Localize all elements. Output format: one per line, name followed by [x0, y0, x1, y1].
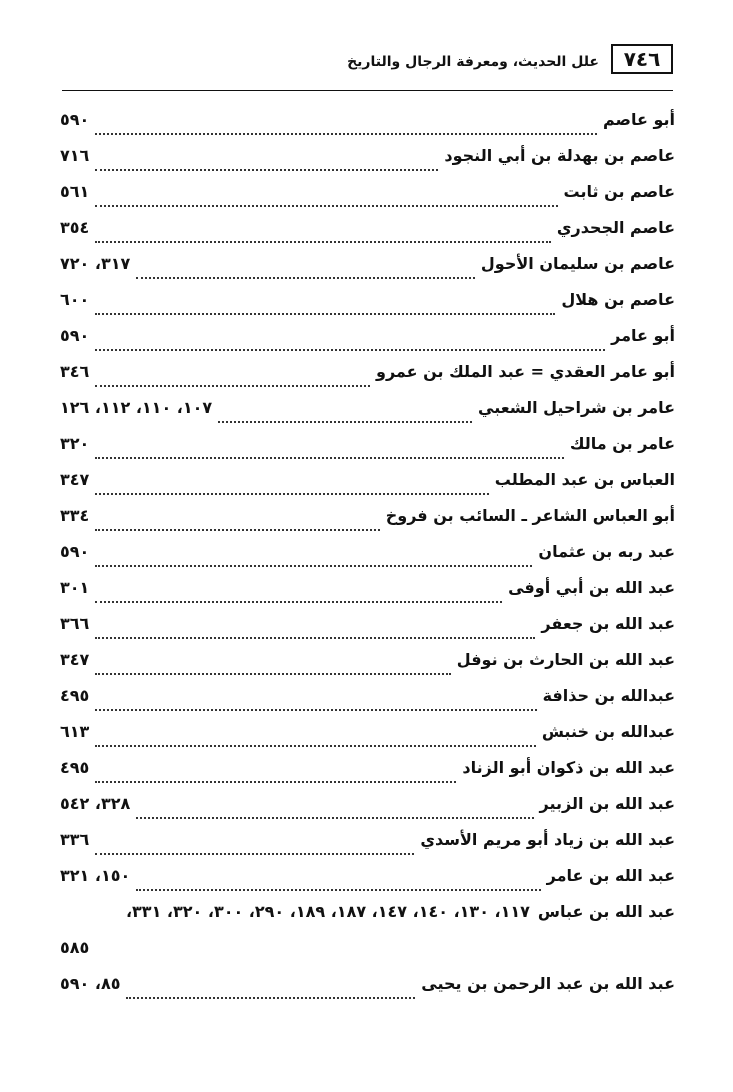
- dot-leader: [95, 493, 488, 495]
- entry-pages: ٣٤٧: [60, 650, 90, 669]
- entry-pages: ٤٩٥: [60, 686, 90, 705]
- index-entry: [60, 722, 675, 758]
- dot-leader: [95, 745, 536, 747]
- index-entry: [60, 614, 675, 650]
- wrapped-line-2: [60, 938, 675, 974]
- dot-leader: [95, 529, 379, 531]
- dot-leader: [136, 277, 475, 279]
- running-title: علل الحديث، ومعرفة الرجال والتاريخ: [347, 54, 599, 70]
- dot-leader: [136, 889, 540, 891]
- entry-pages: ٣٣٦: [60, 830, 90, 849]
- index-entry: [60, 758, 675, 794]
- entry-pages: ٥٩٠: [60, 326, 90, 345]
- entry-pages: ٦١٣: [60, 722, 90, 741]
- dot-leader: [95, 673, 450, 675]
- entry-name: أبو عامر: [611, 326, 675, 345]
- dot-leader: [95, 169, 438, 171]
- entry-pages: ٣٦٦: [60, 614, 90, 633]
- entry-pages: ٣٢٨، ٥٤٢: [60, 794, 131, 813]
- dot-leader: [95, 205, 557, 207]
- entry-name: عاصم بن بهدلة بن أبي النجود: [444, 146, 675, 165]
- entry-pages: ٣٥٤: [60, 218, 90, 237]
- entry-pages: ٥٩٠: [60, 542, 90, 561]
- dot-leader: [136, 817, 533, 819]
- index-entry: [60, 290, 675, 326]
- dot-leader: [95, 133, 597, 135]
- entry-name: عبدالله بن حذافة: [542, 686, 675, 705]
- index-entry: [60, 686, 675, 722]
- index-entry: [60, 434, 675, 470]
- dot-leader: [95, 601, 502, 603]
- dot-leader: [95, 241, 551, 243]
- entry-pages: ٣٤٦: [60, 362, 90, 381]
- entry-pages: ٥٩٠: [60, 110, 90, 129]
- index-entry: [60, 866, 675, 902]
- entry-name: عاصم بن سليمان الأحول: [480, 254, 675, 273]
- entry-pages: ٣٣٤: [60, 506, 90, 525]
- index-entry: [60, 146, 675, 182]
- entry-pages-continued: ٥٨٥: [60, 938, 90, 957]
- entry-name: عبد الله بن عباس: [537, 902, 675, 921]
- index-entry: [60, 110, 675, 146]
- entry-name: عبد الله بن الزبير: [539, 794, 675, 813]
- dot-leader: [218, 421, 472, 423]
- entry-name: عبدالله بن خنبش: [541, 722, 675, 741]
- entry-pages: ١٠٧، ١١٠، ١١٢، ١٢٦: [60, 398, 213, 417]
- wrapped-line-1: [60, 902, 675, 938]
- index-entry: [60, 506, 675, 542]
- entry-name: أبو عاصم: [602, 110, 675, 129]
- entry-pages: ٣٤٧: [60, 470, 90, 489]
- dot-leader: [95, 457, 564, 459]
- index-list: [60, 110, 675, 1010]
- index-entry: [60, 470, 675, 506]
- entry-name: العباس بن عبد المطلب: [494, 470, 675, 489]
- index-entry: [60, 218, 675, 254]
- entry-name: عبد الله بن زياد أبو مريم الأسدي: [420, 830, 675, 849]
- header-rule: [62, 90, 673, 91]
- entry-pages: ٣٠١: [60, 578, 90, 597]
- dot-leader: [126, 997, 415, 999]
- entry-pages: ١٥٠، ٣٢١: [60, 866, 131, 885]
- index-entry-wrapped: [60, 902, 675, 974]
- index-entry: [60, 578, 675, 614]
- entry-name: عبد الله بن عبد الرحمن بن يحيى: [421, 974, 675, 993]
- entry-name: عامر بن مالك: [569, 434, 675, 453]
- entry-name: عبد الله بن أبي أوفى: [508, 578, 675, 597]
- entry-name: عامر بن شراحيل الشعبي: [478, 398, 675, 417]
- entry-name: عاصم بن ثابت: [563, 182, 675, 201]
- dot-leader: [95, 385, 370, 387]
- entry-name: عاصم بن هلال: [561, 290, 675, 309]
- dot-leader: [95, 565, 532, 567]
- entry-pages: ٤٩٥: [60, 758, 90, 777]
- entry-pages: ٦٠٠: [60, 290, 90, 309]
- index-entry: [60, 182, 675, 218]
- dot-leader: [95, 709, 536, 711]
- entry-pages: ٨٥، ٥٩٠: [60, 974, 121, 993]
- index-entry: [60, 794, 675, 830]
- entry-pages: ١١٧، ١٣٠، ١٤٠، ١٤٧، ١٨٧، ١٨٩، ٢٩٠، ٣٠٠، ٣٢٠، ٣٣١،: [125, 902, 530, 921]
- dot-leader: [95, 853, 414, 855]
- index-entry: [60, 398, 675, 434]
- entry-name: عبد الله بن جعفر: [541, 614, 675, 633]
- entry-pages: ٥٦١: [60, 182, 90, 201]
- entry-name: عبد الله بن الحارث بن نوفل: [456, 650, 675, 669]
- dot-leader: [95, 781, 456, 783]
- entry-name: أبو عامر العقدي = عبد الملك بن عمرو: [376, 362, 675, 381]
- index-entry: [60, 830, 675, 866]
- index-entry: [60, 326, 675, 362]
- dot-leader: [95, 637, 535, 639]
- entry-pages: ٣٢٠: [60, 434, 90, 453]
- entry-name: عاصم الجحدري: [556, 218, 675, 237]
- entry-pages: ٣١٧، ٧٢٠: [60, 254, 131, 273]
- index-entry: [60, 650, 675, 686]
- entry-name: عبد الله بن عامر: [546, 866, 675, 885]
- entry-name: عبد ربه بن عثمان: [538, 542, 675, 561]
- index-entry: [60, 254, 675, 290]
- entry-pages: ٧١٦: [60, 146, 90, 165]
- dot-leader: [95, 349, 605, 351]
- page-header: [62, 44, 673, 88]
- index-entry: [60, 362, 675, 398]
- dot-leader: [95, 313, 555, 315]
- entry-name: عبد الله بن ذكوان أبو الزناد: [462, 758, 675, 777]
- entry-name: أبو العباس الشاعر ـ السائب بن فروخ: [385, 506, 675, 525]
- page-number: ٧٤٦: [611, 44, 673, 74]
- index-entry: [60, 542, 675, 578]
- index-entry: [60, 974, 675, 1010]
